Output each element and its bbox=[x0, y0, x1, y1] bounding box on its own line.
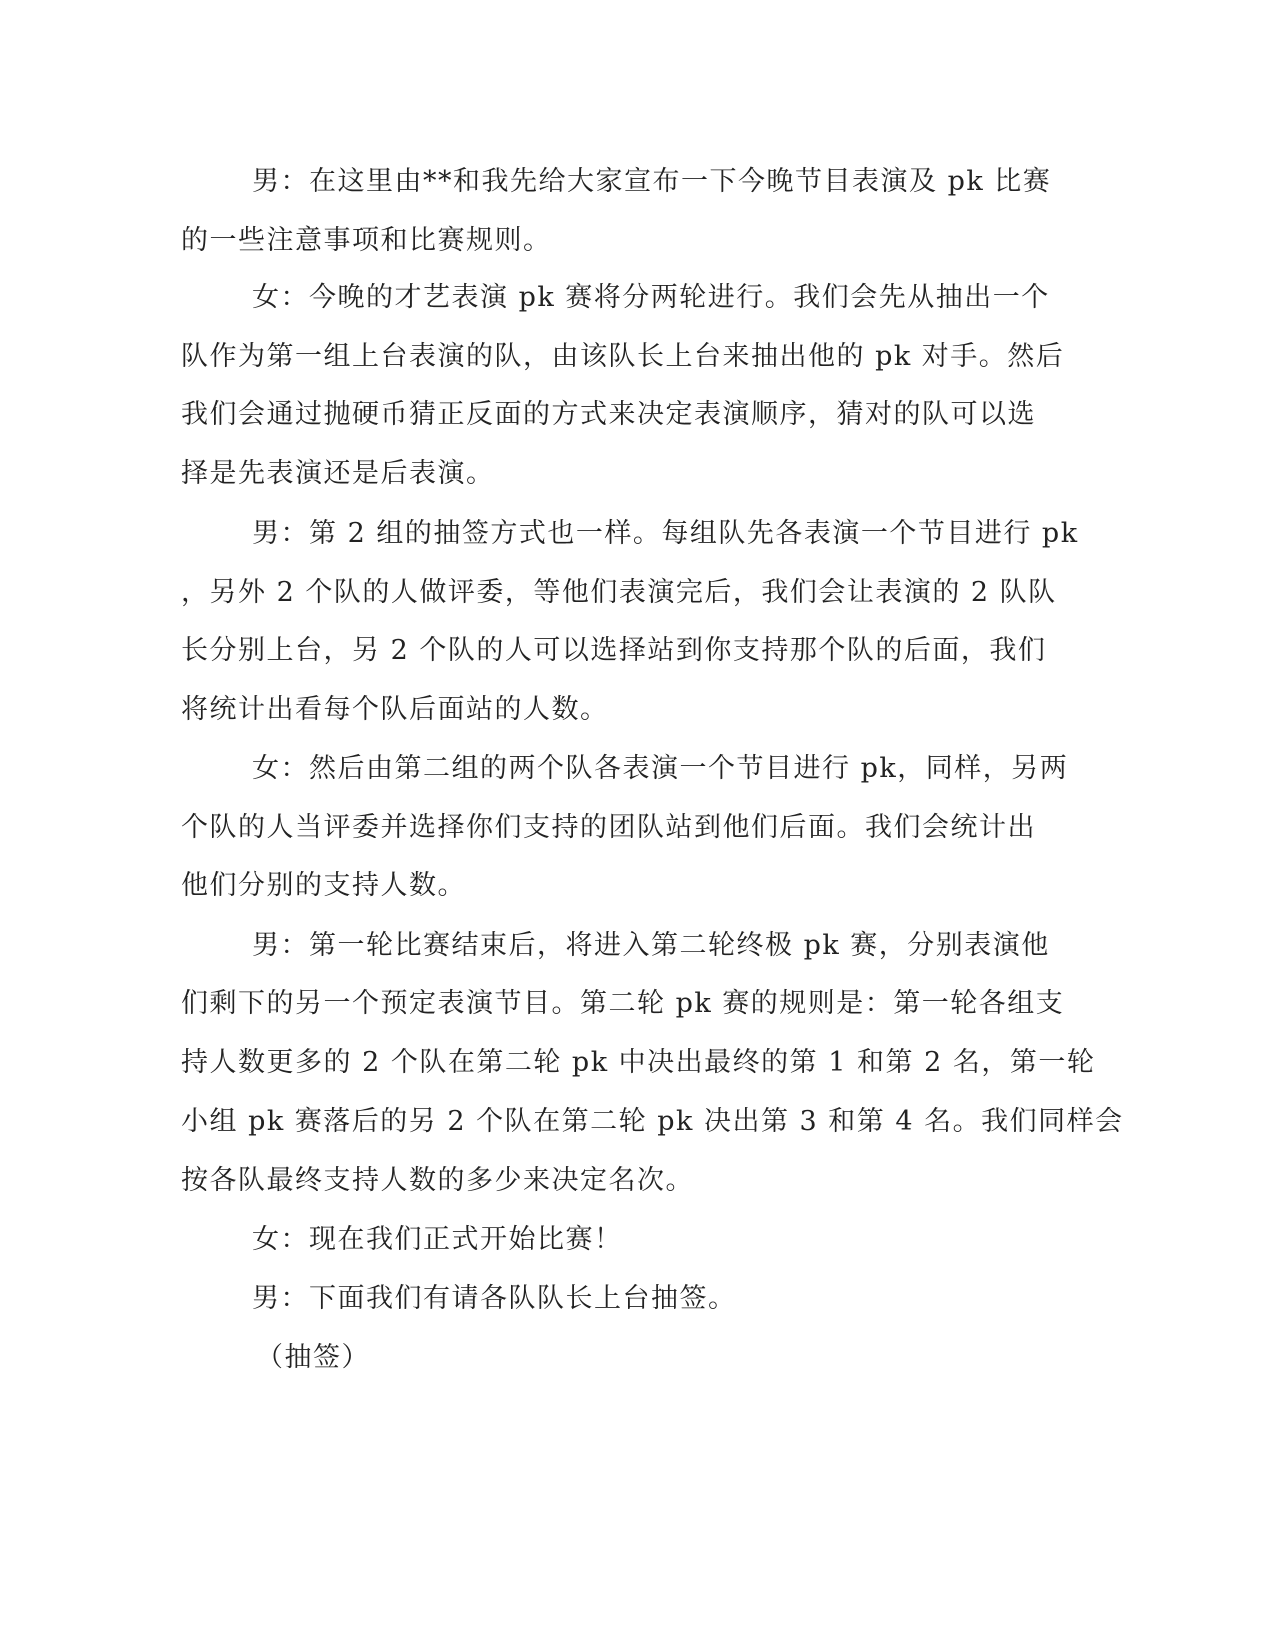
text-line: ，另外 2 个队的人做评委，等他们表演完后，我们会让表演的 2 队队 bbox=[181, 577, 1057, 608]
text-line: 的一些注意事项和比赛规则。 bbox=[181, 225, 552, 256]
text-line: 持人数更多的 2 个队在第二轮 pk 中决出最终的第 1 和第 2 名，第一轮 bbox=[181, 1047, 1096, 1078]
text-line: 男：下面我们有请各队队长上台抽签。 bbox=[252, 1283, 737, 1314]
text-line: 择是先表演还是后表演。 bbox=[181, 458, 495, 489]
text-line: 们剩下的另一个预定表演节目。第二轮 pk 赛的规则是：第一轮各组支 bbox=[181, 988, 1065, 1019]
text-line: 长分别上台，另 2 个队的人可以选择站到你支持那个队的后面，我们 bbox=[181, 635, 1047, 666]
text-line: 按各队最终支持人数的多少来决定名次。 bbox=[181, 1165, 694, 1196]
text-line: 个队的人当评委并选择你们支持的团队站到他们后面。我们会统计出 bbox=[181, 812, 1036, 843]
text-line: 我们会通过抛硬币猜正反面的方式来决定表演顺序，猜对的队可以选 bbox=[181, 399, 1036, 430]
text-line: 女：然后由第二组的两个队各表演一个节目进行 pk，同样，另两 bbox=[252, 753, 1069, 784]
text-line: 队作为第一组上台表演的队，由该队长上台来抽出他的 pk 对手。然后 bbox=[181, 341, 1065, 372]
text-line: 男：第一轮比赛结束后，将进入第二轮终极 pk 赛，分别表演他 bbox=[252, 930, 1050, 961]
text-line: 他们分别的支持人数。 bbox=[181, 870, 466, 901]
text-line: （抽签） bbox=[256, 1342, 370, 1373]
text-line: 小组 pk 赛落后的另 2 个队在第二轮 pk 决出第 3 和第 4 名。我们同样会 bbox=[181, 1106, 1124, 1137]
text-line: 女：今晚的才艺表演 pk 赛将分两轮进行。我们会先从抽出一个 bbox=[252, 282, 1050, 313]
text-line: 男：第 2 组的抽签方式也一样。每组队先各表演一个节目进行 pk bbox=[252, 518, 1079, 549]
text-line: 男：在这里由**和我先给大家宣布一下今晚节目表演及 pk 比赛 bbox=[252, 166, 1052, 197]
text-line: 女：现在我们正式开始比赛！ bbox=[252, 1224, 623, 1255]
text-line: 将统计出看每个队后面站的人数。 bbox=[181, 694, 609, 725]
